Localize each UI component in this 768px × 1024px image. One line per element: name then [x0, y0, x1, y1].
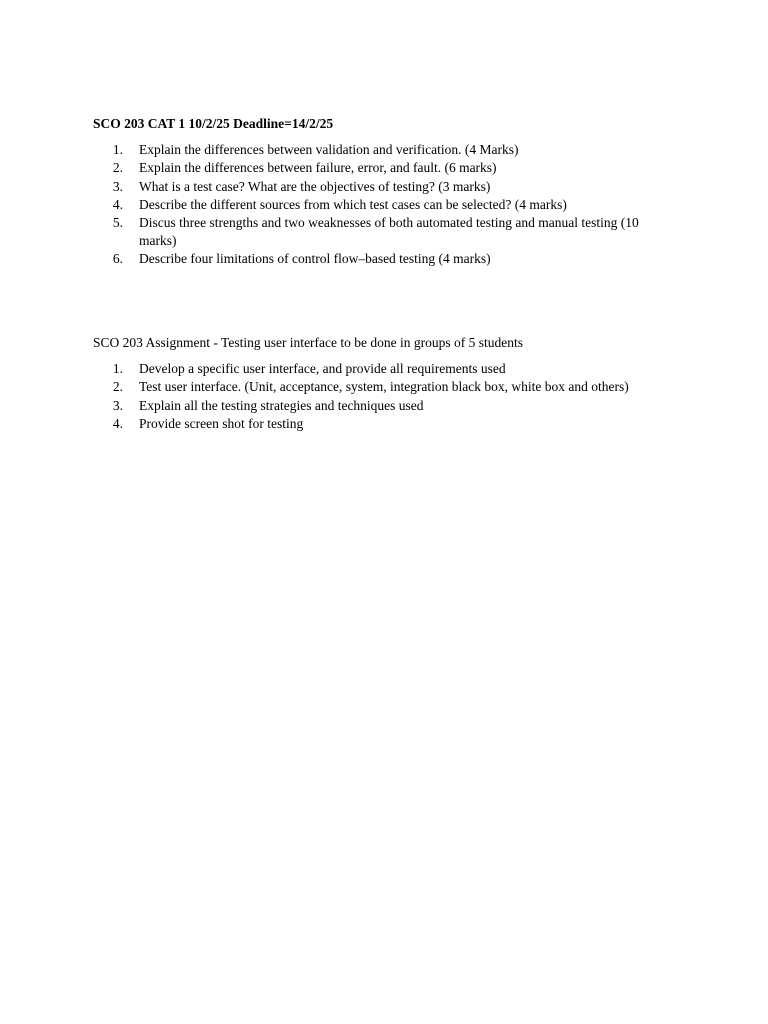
- item-number: 1.: [112, 361, 123, 377]
- cat-heading: SCO 203 CAT 1 10/2/25 Deadline=14/2/25: [93, 116, 334, 131]
- item-text: Discus three strengths and two weaknesses of both automated testing and manual testing (10 marks): [139, 215, 639, 249]
- item-text: Test user interface. (Unit, acceptance, system, integration black box, white box and others): [139, 379, 629, 395]
- list-item: [93, 178, 673, 196]
- list-item: [93, 214, 673, 250]
- item-text: Describe four limitations of control flow–based testing (4 marks): [139, 251, 491, 267]
- list-item: [93, 159, 673, 177]
- item-number: 4.: [112, 415, 123, 431]
- list-item: [93, 378, 673, 396]
- item-number: 3.: [112, 178, 123, 194]
- item-text: Describe the different sources from which test cases can be selected? (4 marks): [139, 196, 567, 212]
- item-number: 1.: [112, 142, 123, 158]
- item-number: 3.: [112, 397, 123, 413]
- assignment-task-list: [93, 360, 673, 433]
- assignment-heading: SCO 203 Assignment - Testing user interface to be done in groups of 5 students: [93, 335, 524, 350]
- list-item: [93, 397, 673, 415]
- list-item: [93, 360, 673, 378]
- item-number: 5.: [112, 215, 123, 231]
- list-item: [93, 415, 673, 433]
- assignment-section: [93, 334, 673, 433]
- list-item: [93, 196, 673, 214]
- cat-question-list: [93, 141, 673, 268]
- item-number: 4.: [112, 196, 123, 212]
- item-text: Provide screen shot for testing: [139, 415, 304, 431]
- item-text: Explain the differences between validation and verification. (4 Marks): [139, 142, 519, 158]
- item-number: 2.: [112, 160, 123, 176]
- item-number: 6.: [112, 251, 123, 267]
- list-item: [93, 250, 673, 268]
- item-text: Develop a specific user interface, and provide all requirements used: [139, 361, 506, 377]
- list-item: [93, 141, 673, 159]
- item-number: 2.: [112, 379, 123, 395]
- item-text: What is a test case? What are the objectives of testing? (3 marks): [139, 178, 491, 194]
- item-text: Explain the differences between failure, error, and fault. (6 marks): [139, 160, 497, 176]
- cat-section: [93, 115, 673, 269]
- item-text: Explain all the testing strategies and techniques used: [139, 397, 424, 413]
